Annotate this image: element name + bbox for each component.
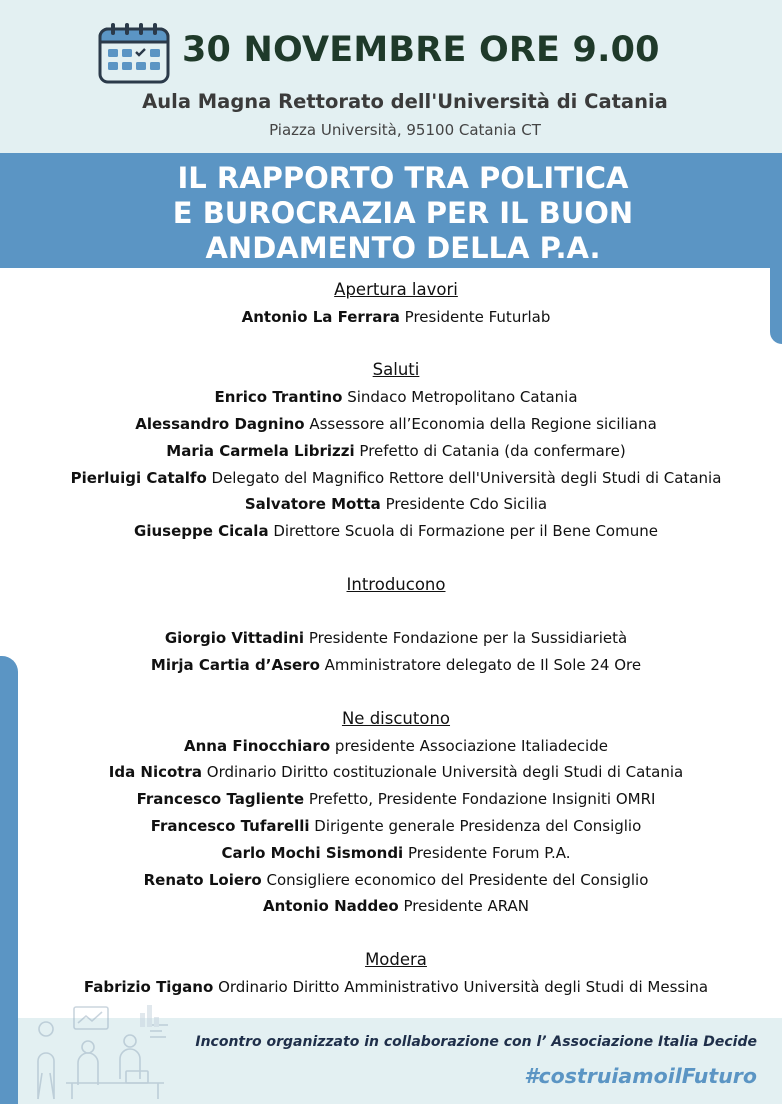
speaker-name: Renato Loiero bbox=[143, 870, 262, 889]
program-entry bbox=[0, 518, 782, 545]
program-entry bbox=[0, 893, 782, 920]
speaker-role: Ordinario Diritto costituzionale Università degli Studi di Catania bbox=[206, 763, 684, 782]
program-entry bbox=[0, 786, 782, 813]
section-heading-introducono: Introducono bbox=[346, 574, 446, 594]
program-entry bbox=[0, 491, 782, 518]
speaker-role: Ordinario Diritto Amministrativo Università degli Studi di Messina bbox=[218, 977, 709, 996]
speaker-name: Francesco Tagliente bbox=[136, 790, 305, 809]
program-entry bbox=[0, 813, 782, 840]
program bbox=[0, 277, 782, 1001]
speaker-name: Maria Carmela Librizzi bbox=[166, 441, 355, 460]
section-heading-apertura: Apertura lavori bbox=[334, 280, 458, 299]
program-entry bbox=[0, 867, 782, 894]
speaker-role: Consigliere economico del Presidente del Consiglio bbox=[266, 870, 649, 889]
meeting-illustration-icon bbox=[26, 995, 176, 1104]
speaker-role: Presidente Cdo Sicilia bbox=[385, 495, 548, 514]
speaker-role: Sindaco Metropolitano Catania bbox=[347, 388, 578, 407]
event-title-line: ANDAMENTO DELLA P.A. bbox=[205, 231, 601, 265]
speaker-name: Giuseppe Cicala bbox=[134, 522, 269, 541]
speaker-name: Antonio Naddeo bbox=[262, 897, 399, 916]
speaker-name: Mirja Cartia d’Asero bbox=[150, 656, 320, 675]
program-entry bbox=[0, 411, 782, 438]
speaker-name: Carlo Mochi Sismondi bbox=[221, 843, 404, 862]
program-entry bbox=[0, 652, 782, 679]
speaker-name: Enrico Trantino bbox=[214, 388, 343, 407]
event-title-line: E BUROCRAZIA PER IL BUON bbox=[172, 196, 634, 230]
program-entry bbox=[0, 304, 782, 331]
speaker-name: Anna Finocchiaro bbox=[184, 736, 331, 755]
speaker-name: Ida Nicotra bbox=[108, 763, 202, 782]
program-entry bbox=[0, 625, 782, 652]
program-entry bbox=[0, 384, 782, 411]
speaker-role: Assessore all’Economia della Regione siciliana bbox=[309, 414, 657, 433]
speaker-name: Pierluigi Catalfo bbox=[70, 468, 207, 487]
section-heading-discutono: Ne discutono bbox=[341, 708, 451, 728]
speaker-role: Amministratore delegato de Il Sole 24 Ore bbox=[324, 656, 642, 675]
speaker-name: Alessandro Dagnino bbox=[135, 414, 305, 433]
section-heading-saluti: Saluti bbox=[372, 360, 420, 380]
campaign-hashtag: #costruiamoilFuturo bbox=[524, 1064, 757, 1088]
speaker-name: Francesco Tufarelli bbox=[150, 816, 310, 835]
event-venue: Aula Magna Rettorato dell'Università di Catania bbox=[142, 90, 668, 113]
speaker-name: Salvatore Motta bbox=[244, 495, 381, 514]
program-entry bbox=[0, 465, 782, 492]
speaker-role: Prefetto di Catania (da confermare) bbox=[359, 441, 626, 460]
event-date-time: 30 NOVEMBRE ORE 9.00 bbox=[182, 30, 660, 70]
speaker-role: Delegato del Magnifico Rettore dell'Università degli Studi di Catania bbox=[211, 468, 722, 487]
speaker-role: Direttore Scuola di Formazione per il Bene Comune bbox=[273, 522, 658, 541]
program-entry bbox=[0, 733, 782, 760]
speaker-role: Presidente ARAN bbox=[403, 897, 530, 916]
organizer-note: Incontro organizzato in collaborazione con l’ Associazione Italia Decide bbox=[195, 1034, 757, 1050]
speaker-role: Dirigente generale Presidenza del Consiglio bbox=[314, 816, 642, 835]
speaker-name: Giorgio Vittadini bbox=[164, 629, 305, 648]
program-entry bbox=[0, 438, 782, 465]
speaker-role: Presidente Futurlab bbox=[404, 307, 551, 326]
speaker-role: Prefetto, Presidente Fondazione Insigniti OMRI bbox=[308, 790, 656, 809]
section-heading-modera: Modera bbox=[365, 949, 427, 969]
speaker-name: Fabrizio Tigano bbox=[83, 977, 214, 996]
speaker-role: presidente Associazione Italiadecide bbox=[334, 736, 608, 755]
speaker-role: Presidente Fondazione per la Sussidiarietà bbox=[308, 629, 628, 648]
event-title bbox=[0, 161, 782, 266]
speaker-role: Presidente Forum P.A. bbox=[407, 843, 571, 862]
event-title-line: IL RAPPORTO TRA POLITICA bbox=[177, 161, 629, 195]
program-entry bbox=[0, 840, 782, 867]
event-address: Piazza Università, 95100 Catania CT bbox=[269, 121, 541, 139]
program-entry bbox=[0, 759, 782, 786]
calendar-icon bbox=[98, 22, 170, 84]
speaker-name: Antonio La Ferrara bbox=[241, 307, 400, 326]
